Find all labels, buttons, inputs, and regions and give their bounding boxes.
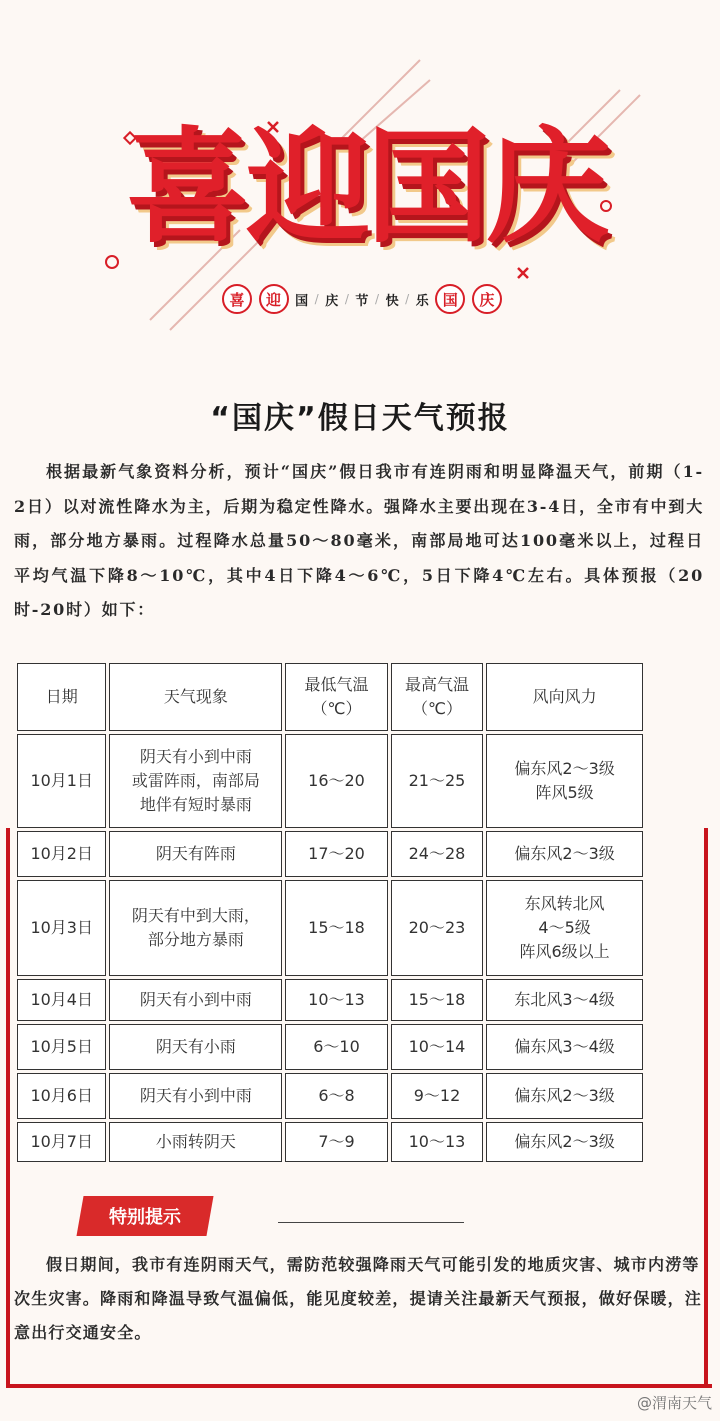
table-row bbox=[17, 734, 643, 828]
cell-date: 10月5日 bbox=[17, 1024, 106, 1070]
cell-max-temp: 9～12 bbox=[391, 1073, 483, 1119]
subtitle-char: 国 bbox=[435, 284, 465, 314]
cell-date: 10月3日 bbox=[17, 880, 106, 976]
subtitle-char: 国 bbox=[295, 293, 309, 309]
table-row bbox=[17, 1024, 643, 1070]
intro-paragraph: 根据最新气象资料分析，预计“国庆”假日我市有连阴雨和明显降温天气，前期（1-2日）以对流性降水为主，后期为稳定性降水。强降水主要出现在3-4日，全市有中到大雨，部分地方暴雨。过程降水总量50～80毫米，南部局地可达100毫米以上，过程日平均气温下降8～10℃，其中4日下降4～6℃，5日下降4℃左右。具体预报（20时-20时）如下： bbox=[14, 462, 704, 619]
table-row bbox=[17, 880, 643, 976]
cell-weather: 阴天有中到大雨， 部分地方暴雨 bbox=[109, 880, 282, 976]
cell-min-temp: 16～20 bbox=[285, 734, 388, 828]
subtitle-char: 庆 bbox=[325, 293, 339, 309]
header-wind: 风向风力 bbox=[486, 663, 643, 731]
table-row bbox=[17, 979, 643, 1021]
subtitle-char: 快 bbox=[385, 293, 399, 309]
subtitle-char: 乐 bbox=[415, 293, 429, 309]
cell-max-temp: 15～18 bbox=[391, 979, 483, 1021]
special-notice-label: 特别提示 bbox=[109, 1207, 181, 1228]
cell-weather: 阴天有阵雨 bbox=[109, 831, 282, 877]
table-row bbox=[17, 1122, 643, 1162]
page-title: “国庆”假日天气预报 bbox=[210, 401, 510, 436]
cell-min-temp: 6～8 bbox=[285, 1073, 388, 1119]
subtitle-char: 节 bbox=[355, 293, 369, 309]
cell-date: 10月6日 bbox=[17, 1073, 106, 1119]
table-row bbox=[17, 1073, 643, 1119]
banner-title: 喜迎国庆 bbox=[125, 115, 606, 260]
cell-min-temp: 15～18 bbox=[285, 880, 388, 976]
cell-max-temp: 10～14 bbox=[391, 1024, 483, 1070]
header-max-temp: 最高气温 （℃） bbox=[391, 663, 483, 731]
cell-min-temp: 17～20 bbox=[285, 831, 388, 877]
cell-weather: 阴天有小到中雨 bbox=[109, 1073, 282, 1119]
cell-weather: 阴天有小到中雨 bbox=[109, 979, 282, 1021]
notice-paragraph: 假日期间，我市有连阴雨天气，需防范较强降雨天气可能引发的地质灾害、城市内涝等次生灾害。降雨和降温导致气温偏低，能见度较差，提请关注最新天气预报，做好保暖，注意出行交通安全。 bbox=[14, 1255, 703, 1342]
table-row bbox=[17, 831, 643, 877]
cell-max-temp: 10～13 bbox=[391, 1122, 483, 1162]
cell-wind: 偏东风2～3级 bbox=[486, 1073, 643, 1119]
cell-date: 10月1日 bbox=[17, 734, 106, 828]
header-weather: 天气现象 bbox=[109, 663, 282, 731]
cell-wind: 偏东风3～4级 bbox=[486, 1024, 643, 1070]
subtitle-char: 庆 bbox=[472, 284, 502, 314]
header-date: 日期 bbox=[17, 663, 106, 731]
cell-date: 10月7日 bbox=[17, 1122, 106, 1162]
cell-max-temp: 20～23 bbox=[391, 880, 483, 976]
cell-weather: 阴天有小雨 bbox=[109, 1024, 282, 1070]
watermark: @渭南天气 bbox=[636, 1394, 712, 1412]
special-notice-tag bbox=[76, 1196, 213, 1236]
table-header-row bbox=[17, 663, 643, 731]
cell-wind: 偏东风2～3级 bbox=[486, 831, 643, 877]
cell-wind: 偏东风2～3级 阵风5级 bbox=[486, 734, 643, 828]
cell-min-temp: 7～9 bbox=[285, 1122, 388, 1162]
banner-subtitle: 喜 迎 国 / 庆 / 节 / 快 / 乐 国 庆 bbox=[222, 282, 502, 316]
cell-max-temp: 24～28 bbox=[391, 831, 483, 877]
subtitle-char: 喜 bbox=[222, 284, 252, 314]
cell-date: 10月4日 bbox=[17, 979, 106, 1021]
divider bbox=[278, 1222, 464, 1223]
forecast-table bbox=[14, 660, 646, 1165]
subtitle-char: 迎 bbox=[259, 284, 289, 314]
header-min-temp: 最低气温 （℃） bbox=[285, 663, 388, 731]
cell-date: 10月2日 bbox=[17, 831, 106, 877]
cell-min-temp: 10～13 bbox=[285, 979, 388, 1021]
red-frame-bottom bbox=[6, 1384, 712, 1388]
cell-wind: 偏东风2～3级 bbox=[486, 1122, 643, 1162]
cell-wind: 东风转北风 4～5级 阵风6级以上 bbox=[486, 880, 643, 976]
cell-min-temp: 6～10 bbox=[285, 1024, 388, 1070]
cell-max-temp: 21～25 bbox=[391, 734, 483, 828]
cell-weather: 小雨转阴天 bbox=[109, 1122, 282, 1162]
banner bbox=[0, 0, 720, 340]
cell-wind: 东北风3～4级 bbox=[486, 979, 643, 1021]
cell-weather: 阴天有小到中雨 或雷阵雨，南部局 地伴有短时暴雨 bbox=[109, 734, 282, 828]
